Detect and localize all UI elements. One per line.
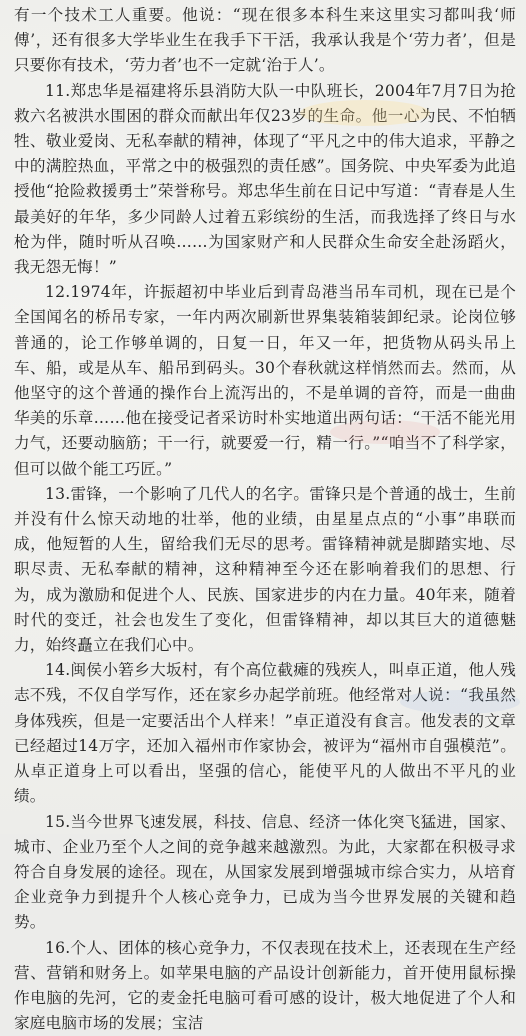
paragraph-11: 11.郑忠华是福建将乐县消防大队一中队班长，2004年7月7日为抢救六名被洪水围困的群众而献出年仅23岁的生命。他一心为民、不怕牺牲、敬业爱岗、无私奉献的精神，体现了“平凡之中的伟大追求，平静之中的满腔热血，平常之中的极强烈的责任感”。国务院、中央军委为此追授他“抢险救援勇士”荣誉称号。郑忠华生前在日记中写道：“青春是人生最美好的年华，多少同龄人过着五彩缤纷的生活，而我选择了终日与水枪为伴，随时听从召唤……为国家财产和人民群众生命安全赴汤蹈火，我无怨无悔！” — [14, 81, 516, 277]
paragraph-15: 15.当今世界飞速发展，科技、信息、经济一体化突飞猛进，国家、城市、企业乃至个人之间的竞争越来越激烈。为此，大家都在积极寻求符合自身发展的途径。现在，从国家发展到增强城市综合实力，从培育企业竞争力到提升个人核心竞争力，已成为当今世界发展的关键和趋势。 — [14, 812, 516, 932]
paragraph-13: 13.雷锋，一个影响了几代人的名字。雷锋只是个普通的战士，生前并没有什么惊天动地的壮举，他的业绩，由星星点点的“小事”串联而成，他短暂的人生，留给我们无尽的思考。雷锋精神就是脚踏实地、尽职尽责、无私奉献的精神，这种精神至今还在影响着我们的思想、行为，成为激励和促进个人、民族、国家进步的内在力量。40年来，随着时代的变迁，社会也发生了变化，但雷锋精神，却以其巨大的道德魅力，始终矗立在我们心中。 — [14, 484, 516, 655]
paragraph-16: 16.个人、团体的核心竞争力，不仅表现在技术上，还表现在生产经营、营销和财务上。如苹果电脑的产品设计创新能力，首开使用鼠标操作电脑的先河，它的麦金托电脑可看可感的设计，极大地促进了个人和家庭电脑市场的发展；宝洁 — [14, 938, 516, 1033]
paragraph-12: 12.1974年，许振超初中毕业后到青岛港当吊车司机，现在已是个全国闻名的桥吊专家，一年内两次刷新世界集装箱装卸纪录。论岗位够普通的，论工作够单调的，日复一日，年又一年，把货物从码头吊上车、船，或是从车、船吊到码头。30个春秋就这样悄然而去。然而，从他坚守的这个普通的操作台上流泻出的，不是单调的音符，而是一曲曲华美的乐章……他在接受记者采访时朴实地道出两句话：“干活不能光用力气，还要动脑筋；干一行，就要爱一行，精一行。”“咱当不了科学家，但可以做个能工巧匠。” — [14, 283, 516, 478]
paragraph-intro: 有一个技术工人重要。他说：“现在很多本科生来这里实习都叫我‘师傅’，还有很多大学毕业生在我手下干活，我承认我是个‘劳力者’，但是只要你有技术，‘劳力者’也不一定就‘治于人’。 — [14, 6, 516, 75]
paragraph-14: 14.闽侯小箬乡大坂村，有个高位截瘫的残疾人，叫卓正道，他人残志不残，不仅自学写作，还在家乡办起学前班。他经常对人说：“我虽然身体残疾，但是一定要活出个人样来！”卓正道没有食言。他发表的文章已经超过14万字，还加入福州市作家协会，被评为“福州市自强模范”。从卓正道身上可以看出，坚强的信心，能使平凡的人做出不平凡的业绩。 — [14, 661, 516, 806]
